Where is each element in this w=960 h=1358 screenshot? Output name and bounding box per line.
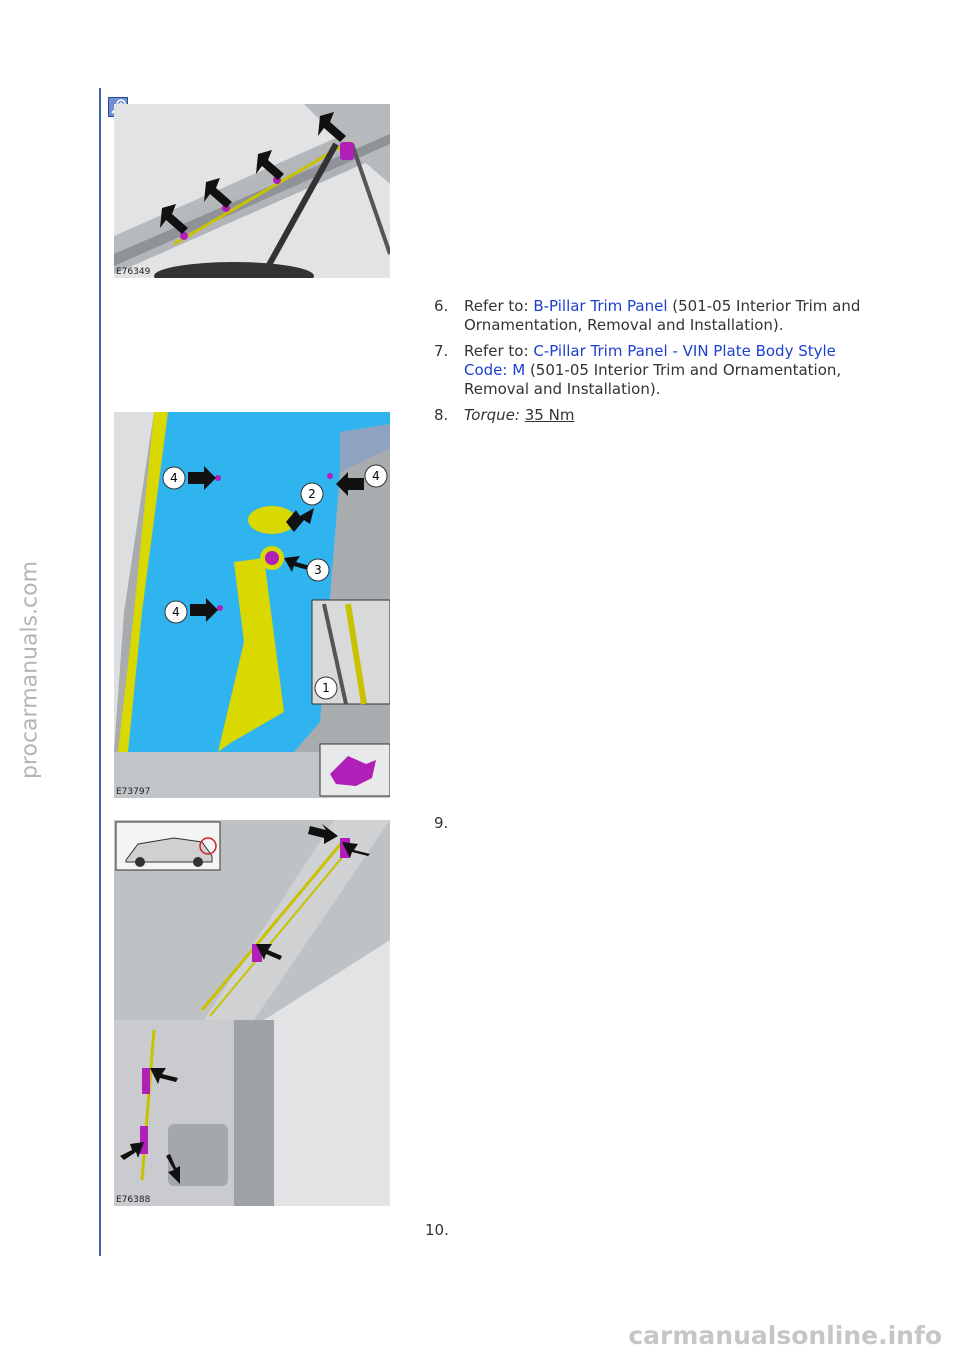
- left-rule: [99, 88, 101, 1256]
- figure-code: E73797: [116, 787, 151, 797]
- step-number: 7.: [434, 342, 449, 360]
- callout-4a: 4: [170, 471, 178, 485]
- callout-4b: 4: [372, 469, 380, 483]
- step-number: 8.: [434, 406, 449, 424]
- step-8: [434, 406, 874, 425]
- figure-1: [114, 104, 390, 278]
- callout-2: 2: [308, 487, 316, 501]
- figure-2: [114, 412, 390, 798]
- step-body: [464, 406, 874, 425]
- callout-3: 3: [314, 563, 322, 577]
- c-pillar-trim-link[interactable]: C-Pillar Trim Panel - VIN Plate Body Style Code: M: [464, 342, 836, 379]
- step-number: 10.: [425, 1221, 449, 1239]
- step-number: 6.: [434, 297, 449, 315]
- step-number: 9.: [434, 814, 449, 832]
- step-7: [434, 342, 874, 399]
- torque-value: 35 Nm: [524, 406, 575, 424]
- side-watermark-text: procarmanuals.com: [17, 560, 43, 780]
- torque-label: Torque:: [464, 406, 520, 424]
- b-pillar-trim-link[interactable]: B-Pillar Trim Panel: [533, 297, 668, 315]
- side-watermark: [8, 560, 52, 780]
- step-6: [434, 297, 874, 335]
- callout-1: 1: [322, 681, 330, 695]
- step-body: Refer to: B-Pillar Trim Panel (501-05 Interior Trim and Ornamentation, Removal and Installation).: [464, 297, 861, 334]
- step-body: Refer to: C-Pillar Trim Panel - VIN Plate Body Style Code: M (501-05 Interior Trim and Ornamentation, Removal and Installation).: [464, 342, 842, 398]
- callout-4c: 4: [172, 605, 180, 619]
- figure-code: E76349: [116, 267, 151, 277]
- footer-watermark: carmanualsonline.info: [628, 1321, 942, 1350]
- figure-code: E76388: [116, 1195, 151, 1205]
- figure-3: [114, 820, 390, 1206]
